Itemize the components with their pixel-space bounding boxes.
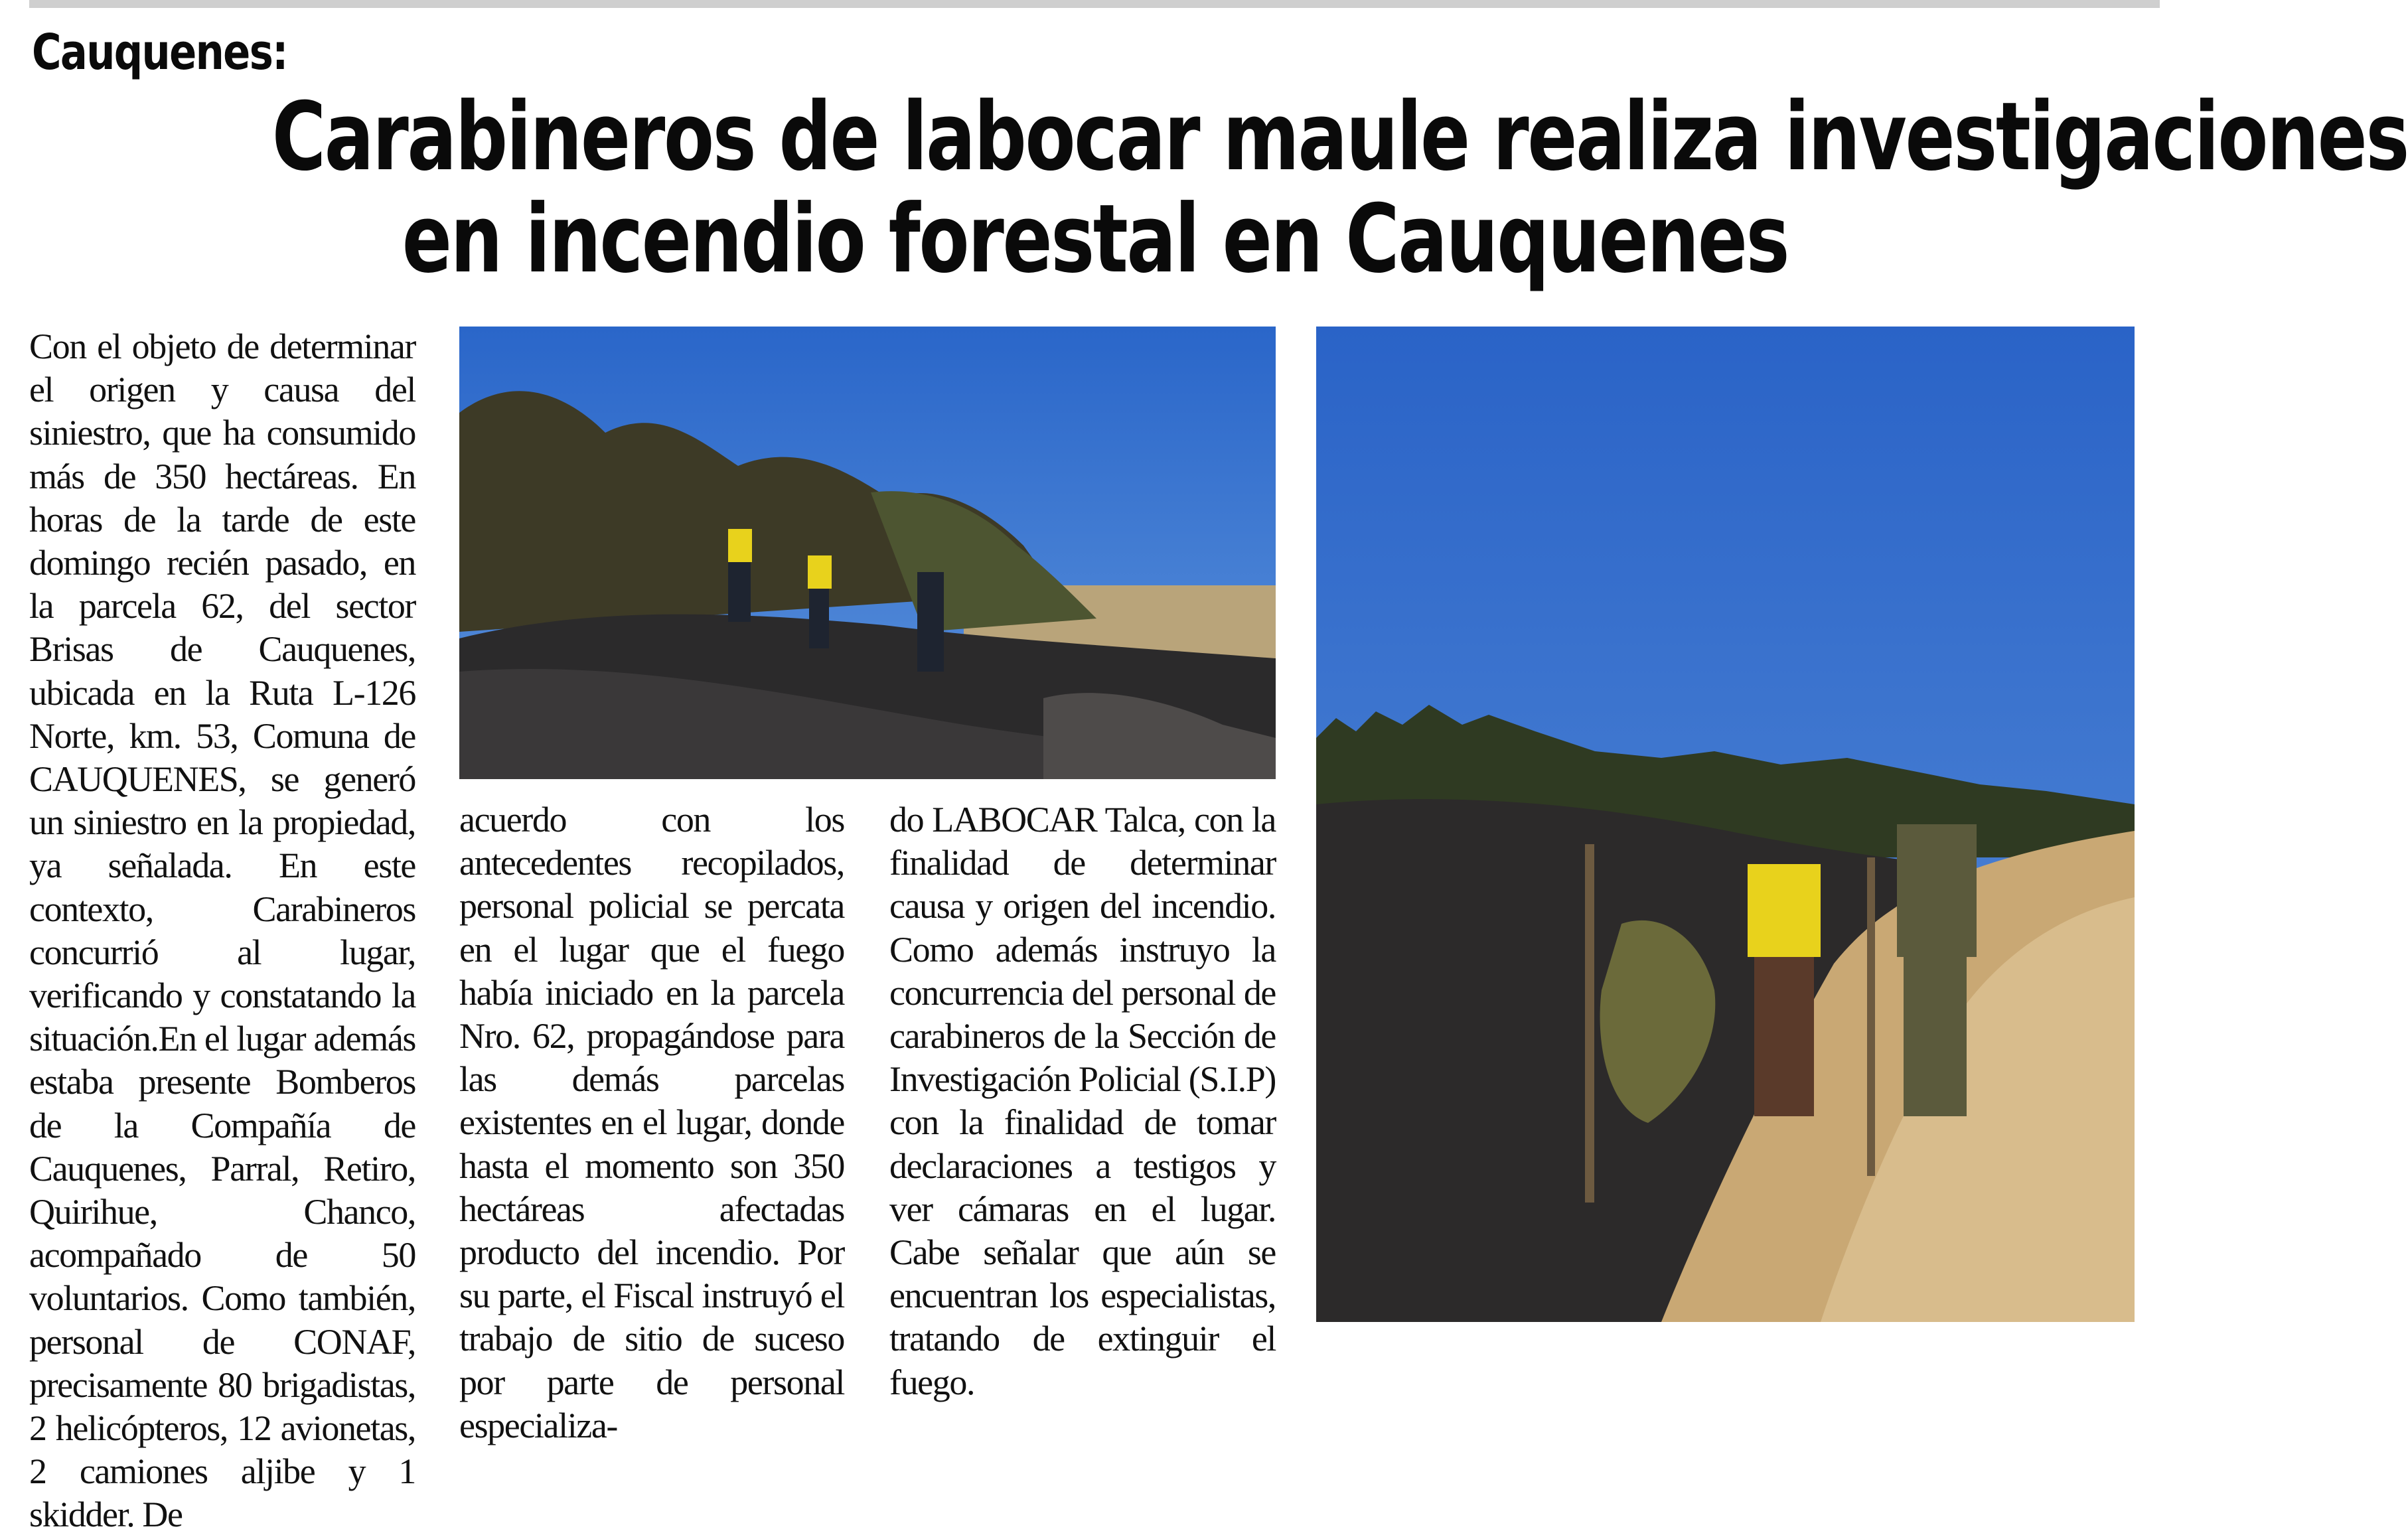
article-column-3: do LABOCAR Talca, con la finalidad de determinar causa y origen del incendio. Como además instruyo la concurrencia del personal de carabineros de la Sección de Investigación Policial (S.I.P) con la finalidad de tomar declaraciones a testigos y ver cámaras en el lugar. Cabe señalar que aún se encuentran los especialistas, tratando de extinguir el fuego.	[889, 800, 1276, 1402]
headline-line-1: Carabineros de labocar maule realiza investigaciones	[271, 82, 2408, 192]
section-kicker: Cauquenes:	[32, 24, 287, 81]
photo-burnt-hillside	[459, 327, 1276, 779]
article-column-2: acuerdo con los antecedentes recopilados, personal policial se percata en el lugar que el fuego había iniciado en la parcela Nro. 62, propagándose para las demás parcelas existentes en el lugar, donde hasta el momento son 350 hectáreas afectadas producto del incendio. Por su parte, el Fiscal instruyó el trabajo de sitio de suceso por parte de personal especializa-	[459, 800, 844, 1445]
top-rule	[29, 0, 2160, 8]
article-column-1: Con el objeto de determinar el origen y causa del siniestro, que ha consumido más de 350 hectáreas. En horas de la tarde de este domingo recién pasado, en la parcela 62, del sector Brisas de Cauquenes, ubicada en la Ruta L-126 Norte, km. 53, Comuna de CAUQUENES, se generó un siniestro en la propiedad, ya señalada. En este contexto, Carabineros concurrió al lugar, verificando y constatando la situación.En el lugar además estaba presente Bomberos de la Compañía de Cauquenes, Parral, Retiro, Quirihue, Chanco, acompañado de 50 voluntarios. Como también, personal de CONAF, precisamente 80 brigadistas, 2 helicópteros, 12 avionetas, 2 camiones aljibe y 1 skidder. De	[29, 327, 415, 1535]
photo-officers-on-trail	[1316, 327, 2135, 1322]
headline	[40, 82, 2408, 294]
headline-line-2: en incendio forestal en Cauquenes	[402, 184, 1789, 294]
